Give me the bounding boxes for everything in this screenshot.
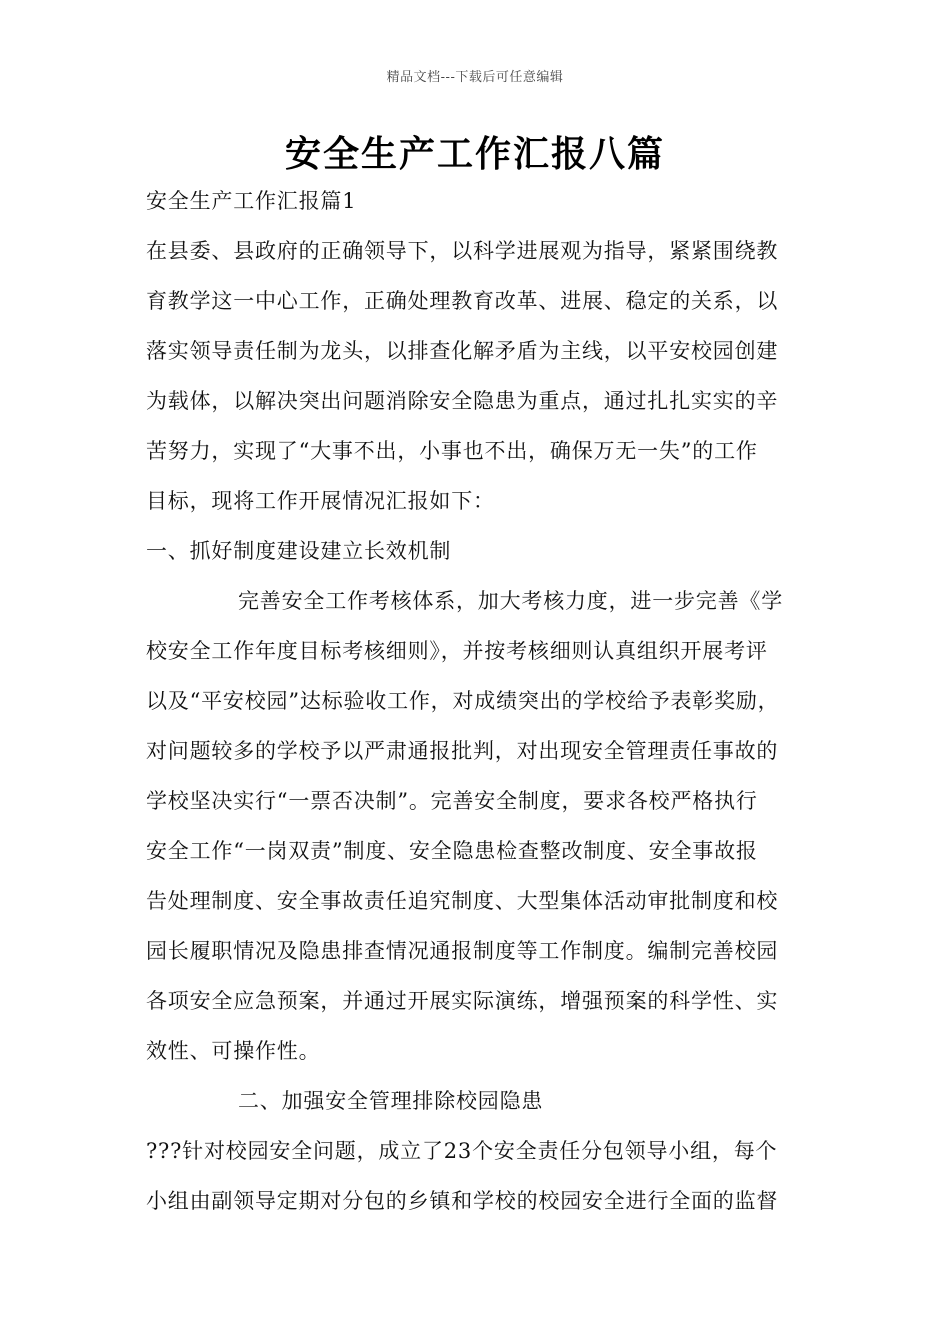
header-note: 精品文档---下载后可任意编辑 [386,70,564,85]
paragraph-line: 苦努力，实现了“大事不出，小事也不出，确保万无一失”的工作 [146,439,758,463]
paragraph-line: 告处理制度、安全事故责任追究制度、大型集体活动审批制度和校 [146,889,779,913]
paragraph-line: 为载体，以解决突出问题消除安全隐患为重点，通过扎扎实实的辛 [146,389,779,413]
paragraph-line: ???针对校园安全问题，成立了23个安全责任分包领导小组，每个 [146,1139,778,1163]
paragraph-line: 学校坚决实行“一票否决制”。完善安全制度，要求各校严格执行 [146,789,758,813]
paragraph-line: 目标，现将工作开展情况汇报如下： [146,489,495,513]
paragraph-line: 以及“平安校园”达标验收工作，对成绩突出的学校给予表彰奖励， [146,689,780,713]
paragraph-line: 园长履职情况及隐患排查情况通报制度等工作制度。编制完善校园 [146,939,779,963]
paragraph-line: 各项安全应急预案，并通过开展实际演练，增强预案的科学性、实 [146,989,779,1013]
paragraph-line: 育教学这一中心工作，正确处理教育改革、进展、稳定的关系，以 [146,289,779,313]
document-title: 安全生产工作汇报八篇 [284,133,665,175]
section-heading-1: 安全生产工作汇报篇1 [146,189,357,213]
subheading-institution: 一、抓好制度建设建立长效机制 [146,539,452,563]
paragraph-line: 校安全工作年度目标考核细则》，并按考核细则认真组织开展考评 [146,639,768,663]
paragraph-line: 在县委、县政府的正确领导下，以科学进展观为指导，紧紧围绕教 [146,239,779,263]
paragraph-line: 安全工作“一岗双责”制度、安全隐患检查整改制度、安全事故报 [146,839,758,863]
paragraph-line: 效性、可操作性。 [146,1039,321,1063]
document-body [146,186,822,1236]
paragraph-line: 小组由副领导定期对分包的乡镇和学校的校园安全进行全面的监督 [146,1189,779,1213]
paragraph-line: 落实领导责任制为龙头，以排查化解矛盾为主线，以平安校园创建 [146,339,779,363]
paragraph-line: 对问题较多的学校予以严肃通报批判，对出现安全管理责任事故的 [146,739,779,763]
paragraph-line: 完善安全工作考核体系，加大考核力度，进一步完善《学 [238,589,783,613]
subheading-management: 二、加强安全管理排除校园隐患 [238,1089,544,1113]
